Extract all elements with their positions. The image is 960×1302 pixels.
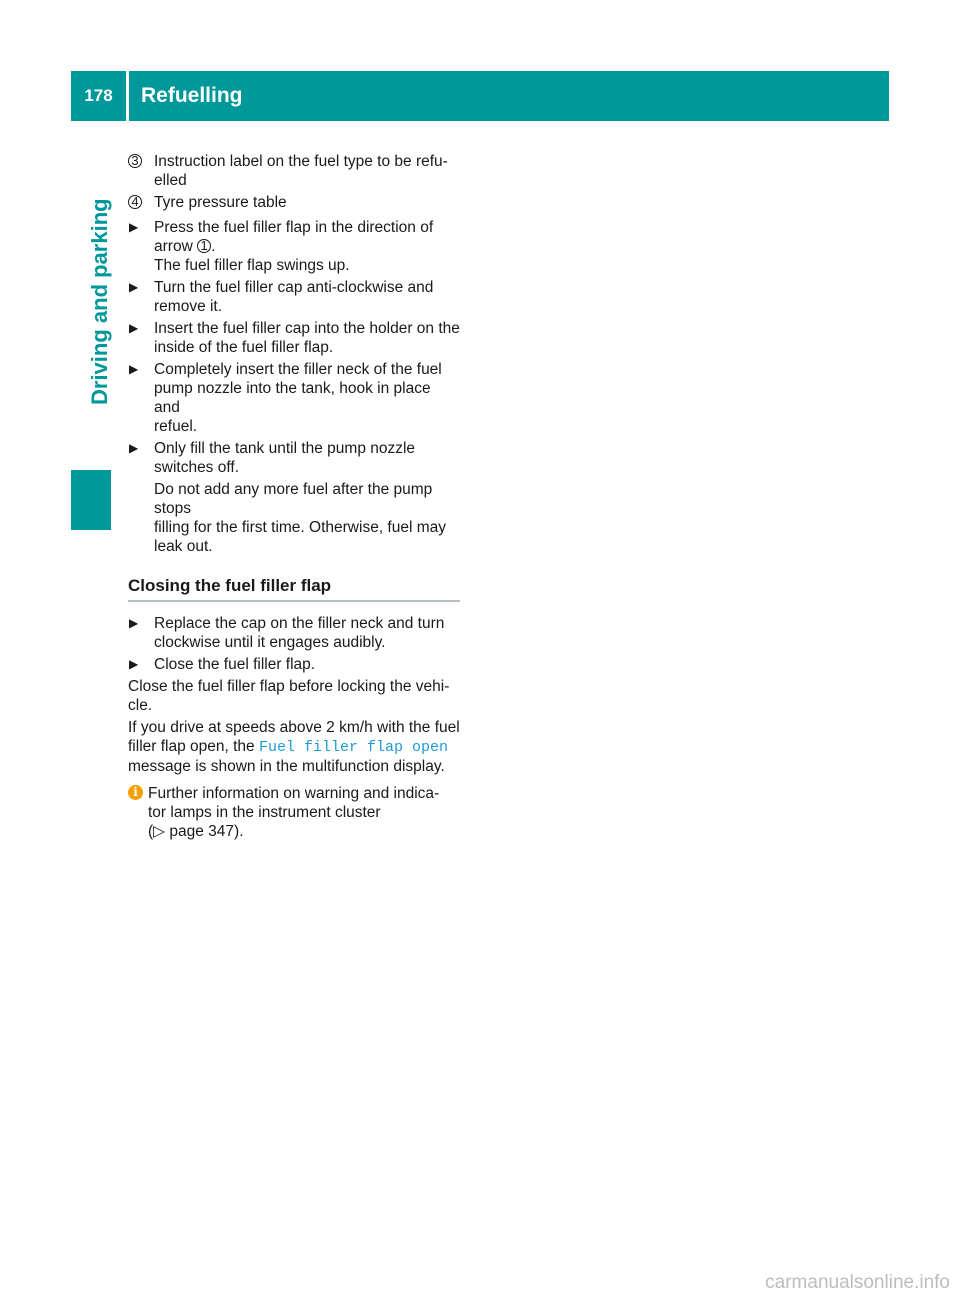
info-icon: i xyxy=(128,785,143,800)
arrow-bullet-icon: ▶ xyxy=(129,657,139,671)
header-divider xyxy=(126,71,129,121)
arrow-bullet-icon: ▶ xyxy=(129,441,139,455)
display-message: Fuel filler flap open xyxy=(258,739,449,756)
arrow-bullet-icon: ▶ xyxy=(129,362,139,376)
chapter-marker-block xyxy=(71,470,111,530)
section-title: Refuelling xyxy=(141,84,243,107)
arrow-bullet-icon: ▶ xyxy=(129,220,139,234)
step-item: ▶ Replace the cap on the filler neck and turn clockwise until it engages audibly. xyxy=(129,615,445,651)
section-heading: Closing the fuel filler flap xyxy=(128,576,460,602)
step-item: ▶ Completely insert the filler neck of the fuel pump nozzle into the tank, hook in place and refuel. xyxy=(129,361,442,435)
paragraph: If you drive at speeds above 2 km/h with the fuel filler flap open, the Fuel filler flap open message is shown in the multifunction display. xyxy=(128,719,460,775)
step-item: ▶ Only fill the tank until the pump nozzle switches off. Do not add any more fuel after the pump stops filling for the first time. Otherwise, fuel may leak out. xyxy=(128,439,460,556)
info-note: i Further information on warning and indica- tor lamps in the instrument cluster (▷ page 347). xyxy=(128,784,460,841)
circled-1-icon: 1 xyxy=(197,239,211,253)
arrow-bullet-icon: ▶ xyxy=(129,280,139,294)
step-item: ▶ Press the fuel filler flap in the direction of arrow 1 . The fuel filler flap swings up. xyxy=(129,219,434,274)
legend-item-3: 3 Instruction label on the fuel type to be refu- elled xyxy=(128,152,460,190)
arrow-bullet-icon: ▶ xyxy=(129,321,139,335)
arrow-bullet-icon: ▶ xyxy=(129,616,139,630)
circled-3-icon: 3 xyxy=(128,152,146,171)
step-item: ▶ Insert the fuel filler cap into the holder on the inside of the fuel filler flap. xyxy=(129,320,460,356)
step-result: The fuel filler flap swings up. xyxy=(154,257,350,274)
circled-4-icon: 4 xyxy=(128,193,146,212)
step-note: Do not add any more fuel after the pump stops filling for the first time. Otherwise, fuel may leak out. xyxy=(154,481,447,555)
step-item: ▶ Turn the fuel filler cap anti-clockwise and remove it. xyxy=(129,279,434,315)
chapter-side-label: Driving and parking xyxy=(87,198,112,406)
page-reference-link[interactable]: (▷ page 347). xyxy=(148,823,244,840)
paragraph: Close the fuel filler flap before locking the vehi- cle. xyxy=(128,678,450,714)
watermark-logo: carmanualsonline.info xyxy=(765,1272,950,1293)
page-number: 178 xyxy=(84,86,113,105)
step-item: ▶ Close the fuel filler flap. xyxy=(129,656,316,673)
page-content xyxy=(128,152,460,841)
page-header xyxy=(71,71,889,121)
legend-item-4: 4 Tyre pressure table xyxy=(128,193,460,212)
